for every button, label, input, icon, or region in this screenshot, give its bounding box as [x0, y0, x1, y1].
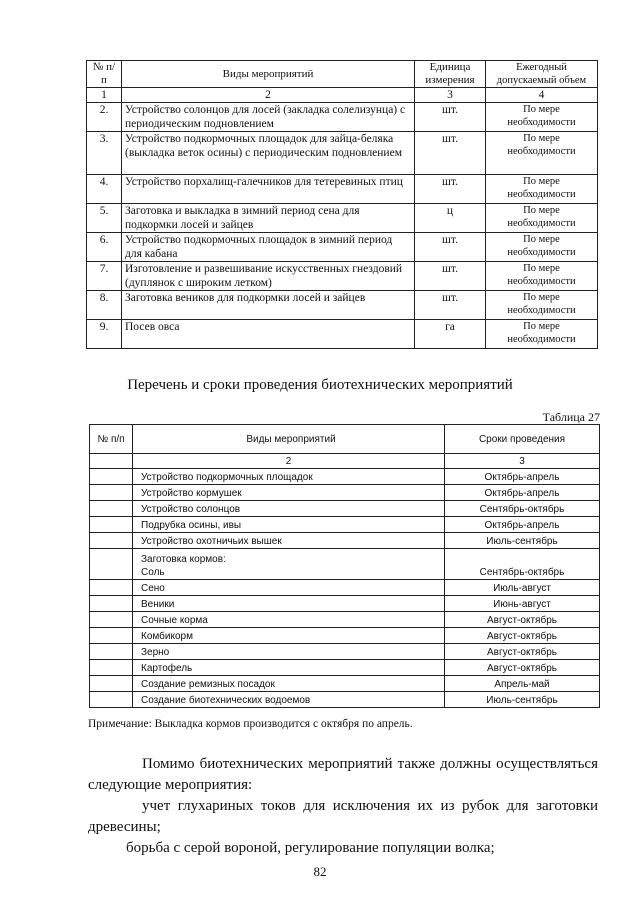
row-num: 8. [87, 291, 122, 320]
header-period: Сроки проведения [445, 425, 600, 454]
empty-cell [90, 612, 133, 628]
empty-cell [90, 469, 133, 485]
empty-cell [90, 660, 133, 676]
row-period: Август-октябрь [445, 612, 600, 628]
table-row [87, 204, 598, 233]
empty-cell [90, 549, 133, 580]
row-volume: По мере необходимости [486, 262, 598, 291]
row-activity: Веники [133, 596, 445, 612]
table-row [90, 692, 600, 708]
table-row [90, 612, 600, 628]
table-row [90, 628, 600, 644]
index-cell: 3 [415, 88, 486, 103]
table-header-row [90, 425, 600, 454]
table-row [90, 580, 600, 596]
table-row [87, 233, 598, 262]
table-label: Таблица 27 [542, 410, 600, 424]
table-row [90, 644, 600, 660]
empty-cell [90, 533, 133, 549]
row-period: Июль-сентябрь [445, 692, 600, 708]
row-activity: Картофель [133, 660, 445, 676]
table-row [87, 132, 598, 175]
row-period: Июль-август [445, 580, 600, 596]
index-cell: 1 [87, 88, 122, 103]
row-activity: Устройство подкормочных площадок [133, 469, 445, 485]
table-row [90, 676, 600, 692]
empty-cell [90, 517, 133, 533]
row-period: Июнь-август [445, 596, 600, 612]
table-row [90, 517, 600, 533]
paragraph: учет глухариных токов для исключения их из рубок для заготовки древесины; [88, 798, 598, 835]
row-activity: Сено [133, 580, 445, 596]
row-activity: Комбикорм [133, 628, 445, 644]
header-volume: Ежегодный допускаемый объем [486, 61, 598, 88]
table-row [90, 501, 600, 517]
row-activity: Посев овса [122, 320, 415, 349]
header-activity: Виды мероприятий [122, 61, 415, 88]
row-num: 5. [87, 204, 122, 233]
row-num: 7. [87, 262, 122, 291]
row-period: Сентябрь-октябрь [445, 549, 600, 580]
row-activity: Заготовка и выкладка в зимний период сена для подкормки лосей и зайцев [122, 204, 415, 233]
row-activity: Зерно [133, 644, 445, 660]
row-activity: Устройство солонцов [133, 501, 445, 517]
row-num: 2. [87, 103, 122, 132]
table-row [90, 549, 600, 580]
row-period: Июль-сентябрь [445, 533, 600, 549]
empty-cell [90, 596, 133, 612]
empty-cell [90, 692, 133, 708]
row-volume: По мере необходимости [486, 175, 598, 204]
index-cell: 3 [445, 454, 600, 469]
row-activity: Устройство кормушек [133, 485, 445, 501]
row-volume: По мере необходимости [486, 132, 598, 175]
row-activity [133, 549, 445, 580]
empty-cell [90, 485, 133, 501]
row-period: Август-октябрь [445, 660, 600, 676]
row-period: Октябрь-апрель [445, 469, 600, 485]
row-num: 6. [87, 233, 122, 262]
table-index-row [87, 88, 598, 103]
table-row [87, 175, 598, 204]
row-activity-group: Заготовка кормов: [141, 554, 226, 565]
row-volume: По мере необходимости [486, 320, 598, 349]
table-header-row [87, 61, 598, 88]
header-unit: Единица измерения [415, 61, 486, 88]
table-row [87, 320, 598, 349]
index-cell: 2 [133, 454, 445, 469]
table-row [90, 660, 600, 676]
row-activity: Создание ремизных посадок [133, 676, 445, 692]
row-unit: га [415, 320, 486, 349]
row-activity: Устройство подкормочных площадок в зимний период для кабана [122, 233, 415, 262]
page-number: 82 [313, 864, 327, 879]
table-row [87, 291, 598, 320]
table-row [90, 485, 600, 501]
paragraph: борьба с серой вороной, регулирование популяции волка; [126, 840, 495, 856]
index-cell [90, 454, 133, 469]
row-activity-item: Соль [141, 567, 165, 578]
row-volume: По мере необходимости [486, 103, 598, 132]
empty-cell [90, 676, 133, 692]
empty-cell [90, 644, 133, 660]
paragraph: Помимо биотехнических мероприятий также должны осуществляться следующие мероприятия: [88, 756, 598, 793]
row-activity: Устройство солонцов для лосей (закладка солелизунца) с периодическим подновлением [122, 103, 415, 132]
row-unit: шт. [415, 103, 486, 132]
row-period: Сентябрь-октябрь [445, 501, 600, 517]
table-index-row [90, 454, 600, 469]
row-unit: шт. [415, 291, 486, 320]
row-period: Октябрь-апрель [445, 517, 600, 533]
row-volume: По мере необходимости [486, 233, 598, 262]
section-title: Перечень и сроки проведения биотехнических мероприятий [127, 377, 513, 393]
empty-cell [90, 501, 133, 517]
row-unit: ц [415, 204, 486, 233]
row-unit: шт. [415, 175, 486, 204]
table-note: Примечание: Выкладка кормов производится с октября по апрель. [88, 718, 413, 730]
header-activity: Виды мероприятий [133, 425, 445, 454]
row-activity: Сочные корма [133, 612, 445, 628]
table-row [90, 469, 600, 485]
header-num: № п/п [87, 61, 122, 88]
row-num: 9. [87, 320, 122, 349]
row-period: Август-октябрь [445, 628, 600, 644]
row-activity: Изготовление и развешивание искусственных гнездовий (дуплянок с широким летком) [122, 262, 415, 291]
row-period: Апрель-май [445, 676, 600, 692]
row-activity: Заготовка веников для подкормки лосей и зайцев [122, 291, 415, 320]
row-activity: Устройство порхалищ-галечников для тетеревиных птиц [122, 175, 415, 204]
table-row [90, 596, 600, 612]
table-row [90, 533, 600, 549]
row-unit: шт. [415, 132, 486, 175]
row-activity: Устройство охотничьих вышек [133, 533, 445, 549]
table-row [87, 262, 598, 291]
row-activity: Подрубка осины, ивы [133, 517, 445, 533]
row-num: 4. [87, 175, 122, 204]
index-cell: 4 [486, 88, 598, 103]
empty-cell [90, 628, 133, 644]
row-period: Август-октябрь [445, 644, 600, 660]
row-activity: Устройство подкормочных площадок для зайца-беляка (выкладка веток осины) с периодическим подновлением [122, 132, 415, 175]
row-activity: Создание биотехнических водоемов [133, 692, 445, 708]
table-annual-volumes [86, 60, 598, 349]
header-num: № п/п [90, 425, 133, 454]
row-num: 3. [87, 132, 122, 175]
table-schedule [89, 424, 600, 708]
row-volume: По мере необходимости [486, 204, 598, 233]
table-row [87, 103, 598, 132]
empty-cell [90, 580, 133, 596]
row-unit: шт. [415, 262, 486, 291]
row-unit: шт. [415, 233, 486, 262]
row-period: Октябрь-апрель [445, 485, 600, 501]
index-cell: 2 [122, 88, 415, 103]
row-volume: По мере необходимости [486, 291, 598, 320]
